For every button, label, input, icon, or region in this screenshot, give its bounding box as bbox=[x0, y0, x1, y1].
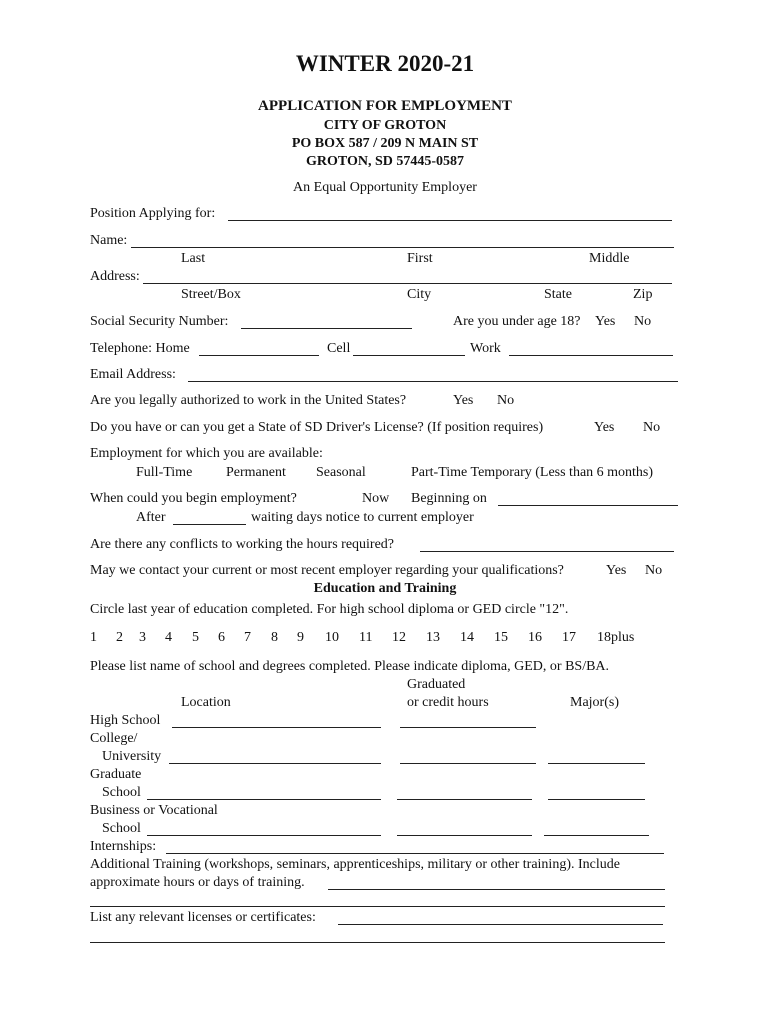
begin-employment-question: When could you begin employment? bbox=[90, 491, 297, 506]
name-last-caption: Last bbox=[181, 251, 206, 266]
availability-heading: Employment for which you are available: bbox=[90, 446, 323, 461]
eeo-tagline: An Equal Opportunity Employer bbox=[293, 180, 477, 195]
grade-7[interactable]: 7 bbox=[244, 630, 251, 645]
grade-9[interactable]: 9 bbox=[297, 630, 304, 645]
school-list-instruction: Please list name of school and degrees completed. Please indicate diploma, GED, or BS/BA. bbox=[90, 659, 610, 674]
contact-yes-option[interactable]: Yes bbox=[606, 563, 627, 578]
high-school-graduated-field[interactable] bbox=[400, 727, 536, 728]
org-name: CITY OF GROTON bbox=[323, 118, 447, 133]
waiting-days-label: waiting days notice to current employer bbox=[251, 510, 474, 525]
grade-15[interactable]: 15 bbox=[494, 630, 508, 645]
grade-16[interactable]: 16 bbox=[528, 630, 542, 645]
licenses-field-line2[interactable] bbox=[90, 942, 665, 943]
waiting-days-field[interactable] bbox=[173, 524, 246, 525]
graduate-label: Graduate bbox=[90, 767, 142, 782]
under18-no-option[interactable]: No bbox=[634, 314, 652, 329]
address-field[interactable] bbox=[143, 283, 672, 284]
form-title: APPLICATION FOR EMPLOYMENT bbox=[258, 98, 512, 114]
address-zip-caption: Zip bbox=[633, 287, 653, 302]
business-school-label: School bbox=[102, 821, 141, 836]
grade-17[interactable]: 17 bbox=[562, 630, 576, 645]
graduate-location-field[interactable] bbox=[147, 799, 381, 800]
business-location-field[interactable] bbox=[147, 835, 381, 836]
grade-5[interactable]: 5 bbox=[192, 630, 199, 645]
org-address-line1: PO BOX 587 / 209 N MAIN ST bbox=[291, 136, 479, 151]
authorized-yes-option[interactable]: Yes bbox=[453, 393, 474, 408]
name-first-caption: First bbox=[407, 251, 433, 266]
additional-training-label: Additional Training (workshops, seminars, apprenticeships, military or other training). Include bbox=[90, 857, 620, 872]
graduate-major-field[interactable] bbox=[548, 799, 645, 800]
education-circle-instruction: Circle last year of education completed. For high school diploma or GED circle "12". bbox=[90, 602, 569, 617]
licenses-label: List any relevant licenses or certificates: bbox=[90, 910, 316, 925]
college-label: College/ bbox=[90, 731, 138, 746]
seasonal-option[interactable]: Seasonal bbox=[316, 465, 366, 480]
work-phone-field[interactable] bbox=[509, 355, 673, 356]
telephone-home-field[interactable] bbox=[199, 355, 319, 356]
season-title: WINTER 2020-21 bbox=[295, 51, 475, 76]
cell-label: Cell bbox=[327, 341, 351, 356]
col-location-header: Location bbox=[181, 695, 231, 710]
license-yes-option[interactable]: Yes bbox=[594, 420, 615, 435]
under18-yes-option[interactable]: Yes bbox=[595, 314, 616, 329]
business-graduated-field[interactable] bbox=[397, 835, 532, 836]
grade-8[interactable]: 8 bbox=[271, 630, 278, 645]
org-address-line2: GROTON, SD 57445-0587 bbox=[305, 154, 465, 169]
grade-18plus[interactable]: 18plus bbox=[597, 630, 635, 645]
authorized-no-option[interactable]: No bbox=[497, 393, 515, 408]
begin-now-option[interactable]: Now bbox=[362, 491, 390, 506]
contact-no-option[interactable]: No bbox=[645, 563, 663, 578]
grade-1[interactable]: 1 bbox=[90, 630, 97, 645]
grade-11[interactable]: 11 bbox=[359, 630, 373, 645]
licenses-field[interactable] bbox=[338, 924, 663, 925]
graduate-graduated-field[interactable] bbox=[397, 799, 532, 800]
additional-training-field[interactable] bbox=[328, 889, 665, 890]
university-label: University bbox=[102, 749, 162, 764]
address-city-caption: City bbox=[407, 287, 432, 302]
under18-question: Are you under age 18? bbox=[453, 314, 581, 329]
drivers-license-question: Do you have or can you get a State of SD Driver's License? (If position requires) bbox=[90, 420, 544, 435]
contact-employer-question: May we contact your current or most recent employer regarding your qualifications? bbox=[90, 563, 564, 578]
grade-10[interactable]: 10 bbox=[325, 630, 339, 645]
high-school-label: High School bbox=[90, 713, 161, 728]
address-state-caption: State bbox=[544, 287, 572, 302]
hours-conflict-question: Are there any conflicts to working the hours required? bbox=[90, 537, 395, 552]
college-graduated-field[interactable] bbox=[400, 763, 536, 764]
grade-3[interactable]: 3 bbox=[139, 630, 146, 645]
education-heading: Education and Training bbox=[313, 581, 457, 596]
beginning-on-label: Beginning on bbox=[411, 491, 487, 506]
col-credit-header: or credit hours bbox=[407, 695, 489, 710]
hours-conflict-field[interactable] bbox=[420, 551, 674, 552]
ssn-field[interactable] bbox=[241, 328, 412, 329]
name-label: Name: bbox=[90, 233, 128, 248]
grade-4[interactable]: 4 bbox=[165, 630, 172, 645]
grade-14[interactable]: 14 bbox=[460, 630, 474, 645]
work-label: Work bbox=[470, 341, 501, 356]
high-school-location-field[interactable] bbox=[172, 727, 381, 728]
college-location-field[interactable] bbox=[169, 763, 381, 764]
approximate-hours-label: approximate hours or days of training. bbox=[90, 875, 305, 890]
grade-6[interactable]: 6 bbox=[218, 630, 225, 645]
col-graduated-header: Graduated bbox=[407, 677, 466, 692]
telephone-home-label: Telephone: Home bbox=[90, 341, 190, 356]
address-street-caption: Street/Box bbox=[181, 287, 241, 302]
full-time-option[interactable]: Full-Time bbox=[136, 465, 193, 480]
permanent-option[interactable]: Permanent bbox=[226, 465, 286, 480]
grade-13[interactable]: 13 bbox=[426, 630, 440, 645]
college-major-field[interactable] bbox=[548, 763, 645, 764]
business-vocational-label: Business or Vocational bbox=[90, 803, 218, 818]
grade-2[interactable]: 2 bbox=[116, 630, 123, 645]
part-time-option[interactable]: Part-Time Temporary (Less than 6 months) bbox=[411, 465, 654, 480]
license-no-option[interactable]: No bbox=[643, 420, 661, 435]
internships-label: Internships: bbox=[90, 839, 157, 854]
address-label: Address: bbox=[90, 269, 140, 284]
col-major-header: Major(s) bbox=[570, 695, 619, 710]
internships-field[interactable] bbox=[166, 853, 664, 854]
name-field[interactable] bbox=[131, 247, 674, 248]
name-middle-caption: Middle bbox=[589, 251, 630, 266]
cell-field[interactable] bbox=[353, 355, 465, 356]
graduate-school-label: School bbox=[102, 785, 141, 800]
email-label: Email Address: bbox=[90, 367, 176, 382]
additional-training-field-line2[interactable] bbox=[90, 906, 665, 907]
beginning-on-field[interactable] bbox=[498, 505, 678, 506]
position-field[interactable] bbox=[228, 220, 672, 221]
ssn-label: Social Security Number: bbox=[90, 314, 229, 329]
after-label: After bbox=[136, 510, 166, 525]
email-field[interactable] bbox=[188, 381, 678, 382]
grade-12[interactable]: 12 bbox=[392, 630, 406, 645]
work-authorization-question: Are you legally authorized to work in the United States? bbox=[90, 393, 407, 408]
business-major-field[interactable] bbox=[544, 835, 649, 836]
position-label: Position Applying for: bbox=[90, 206, 216, 221]
